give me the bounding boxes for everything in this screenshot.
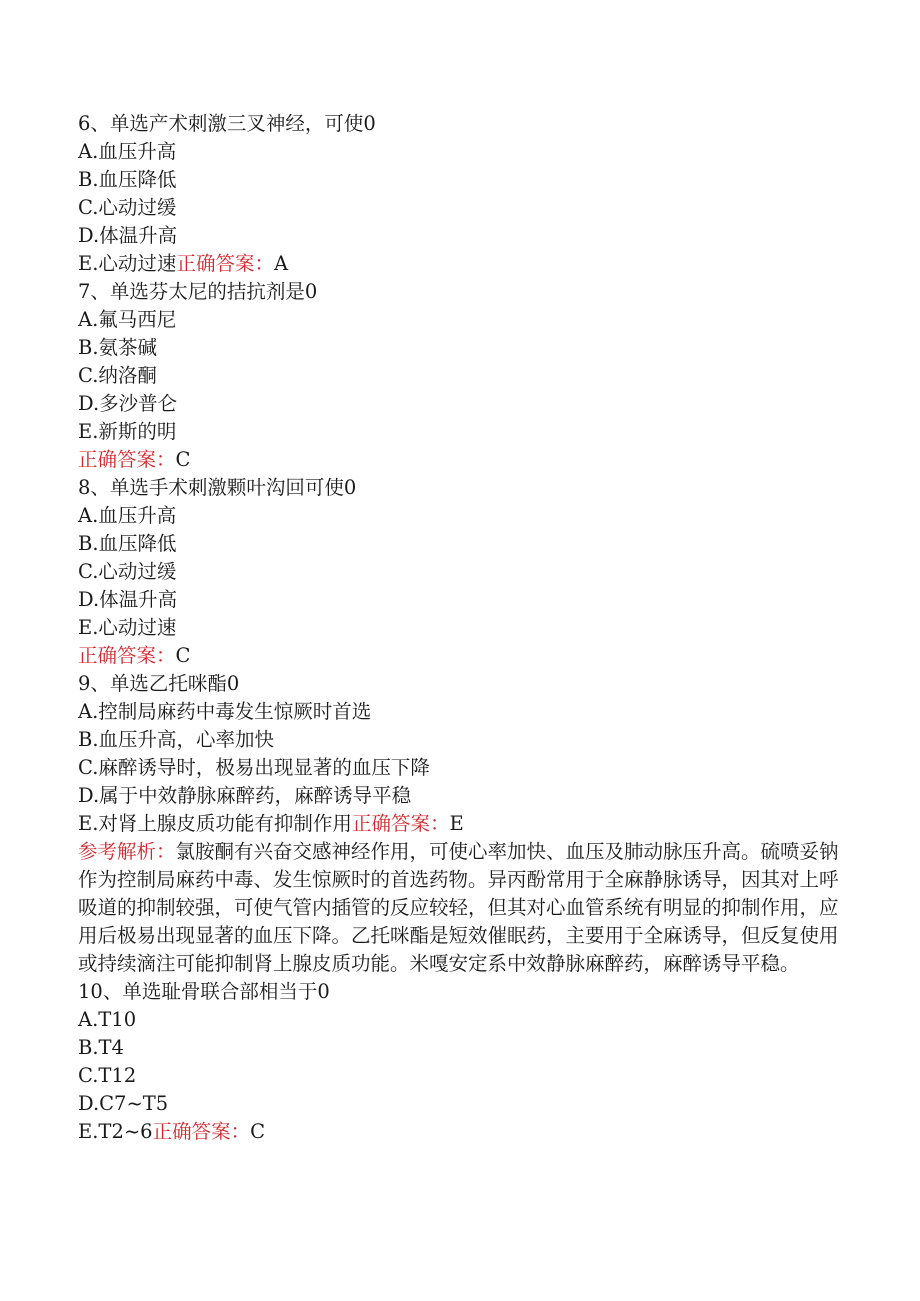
question-9-answer-label: 正确答案： (351, 812, 450, 835)
question-6-answer-label: 正确答案： (176, 252, 274, 275)
question-6-option-c: C.心动过缓 (78, 196, 177, 219)
question-9-option-b: B.血压升高，心率加快 (78, 728, 275, 751)
question-6-option-e: E.心动过速 (78, 252, 177, 275)
question-9-option-e: E.对肾上腺皮质功能有抑制作用 (78, 812, 352, 835)
question-9-option-d: D.属于中效静脉麻醉药，麻醉诱导平稳 (78, 784, 412, 807)
question-6-option-b: B.血压降低 (78, 168, 177, 191)
question-9-analysis (78, 838, 848, 978)
question-7-option-a: A.氟马西尼 (78, 308, 177, 331)
question-10-answer-value: C (250, 1120, 266, 1143)
question-9-answer-value: E (449, 812, 464, 835)
question-10-option-a: A.T10 (78, 1008, 137, 1031)
question-10-option-c: C.T12 (78, 1064, 137, 1087)
question-8-title: 8、单选手术刺激颗叶沟回可使0 (78, 476, 357, 499)
question-8-option-b: B.血压降低 (78, 532, 177, 555)
question-10-option-e: E.T2~6 (78, 1120, 153, 1143)
question-8-option-a: A.血压升高 (78, 504, 177, 527)
question-8-answer-label: 正确答案： (78, 644, 176, 667)
question-10-option-e-row (78, 1118, 848, 1146)
question-9-analysis-label: 参考解析： (78, 840, 176, 863)
question-10-title: 10、单选耻骨联合部相当于0 (78, 980, 330, 1003)
question-10-option-b: B.T4 (78, 1036, 124, 1059)
question-8-option-c: C.心动过缓 (78, 560, 177, 583)
document-page (78, 110, 848, 1146)
question-7-option-c: C.纳洛酮 (78, 364, 157, 387)
question-7-title: 7、单选芬太尼的拮抗剂是0 (78, 280, 318, 303)
question-9-option-c: C.麻醉诱导时，极易出现显著的血压下降 (78, 756, 430, 779)
question-6-option-e-row (78, 250, 848, 278)
question-10-answer-label: 正确答案： (152, 1120, 251, 1143)
question-7-answer-value: C (175, 448, 191, 471)
question-8-answer-row (78, 642, 848, 670)
question-6-answer-value: A (273, 252, 289, 275)
question-8-option-e: E.心动过速 (78, 616, 177, 639)
question-7-option-d: D.多沙普仑 (78, 392, 178, 415)
question-9-title: 9、单选乙托咪酯0 (78, 672, 240, 695)
question-7-option-e: E.新斯的明 (78, 420, 177, 443)
question-7-answer-label: 正确答案： (78, 448, 176, 471)
question-9-option-a: A.控制局麻药中毒发生惊厥时首选 (78, 700, 372, 723)
question-6-option-d: D.体温升高 (78, 224, 178, 247)
question-8-answer-value: C (175, 644, 191, 667)
question-6-option-a: A.血压升高 (78, 140, 177, 163)
question-8-option-d: D.体温升高 (78, 588, 178, 611)
question-9-option-e-row (78, 810, 848, 838)
question-7-option-b: B.氨茶碱 (78, 336, 158, 359)
question-6-title: 6、单选产术刺激三叉神经，可使0 (78, 112, 376, 135)
question-7-answer-row (78, 446, 848, 474)
question-9-analysis-text: 氯胺酮有兴奋交感神经作用，可使心率加快、血压及肺动脉压升高。硫喷妥钠作为控制局麻药中毒、发生惊厥时的首选药物。异丙酚常用于全麻静脉诱导，因其对上呼吸道的抑制较强，可使气管内插管的反应较轻，但其对心血管系统有明显的抑制作用，应用后极易出现显著的血压下降。乙托咪酯是短效催眠药，主要用于全麻诱导，但反复使用或持续滴注可能抑制肾上腺皮质功能。米嘎安定系中效静脉麻醉药，麻醉诱导平稳。 (78, 840, 839, 975)
question-10-option-d: D.C7~T5 (78, 1092, 169, 1115)
